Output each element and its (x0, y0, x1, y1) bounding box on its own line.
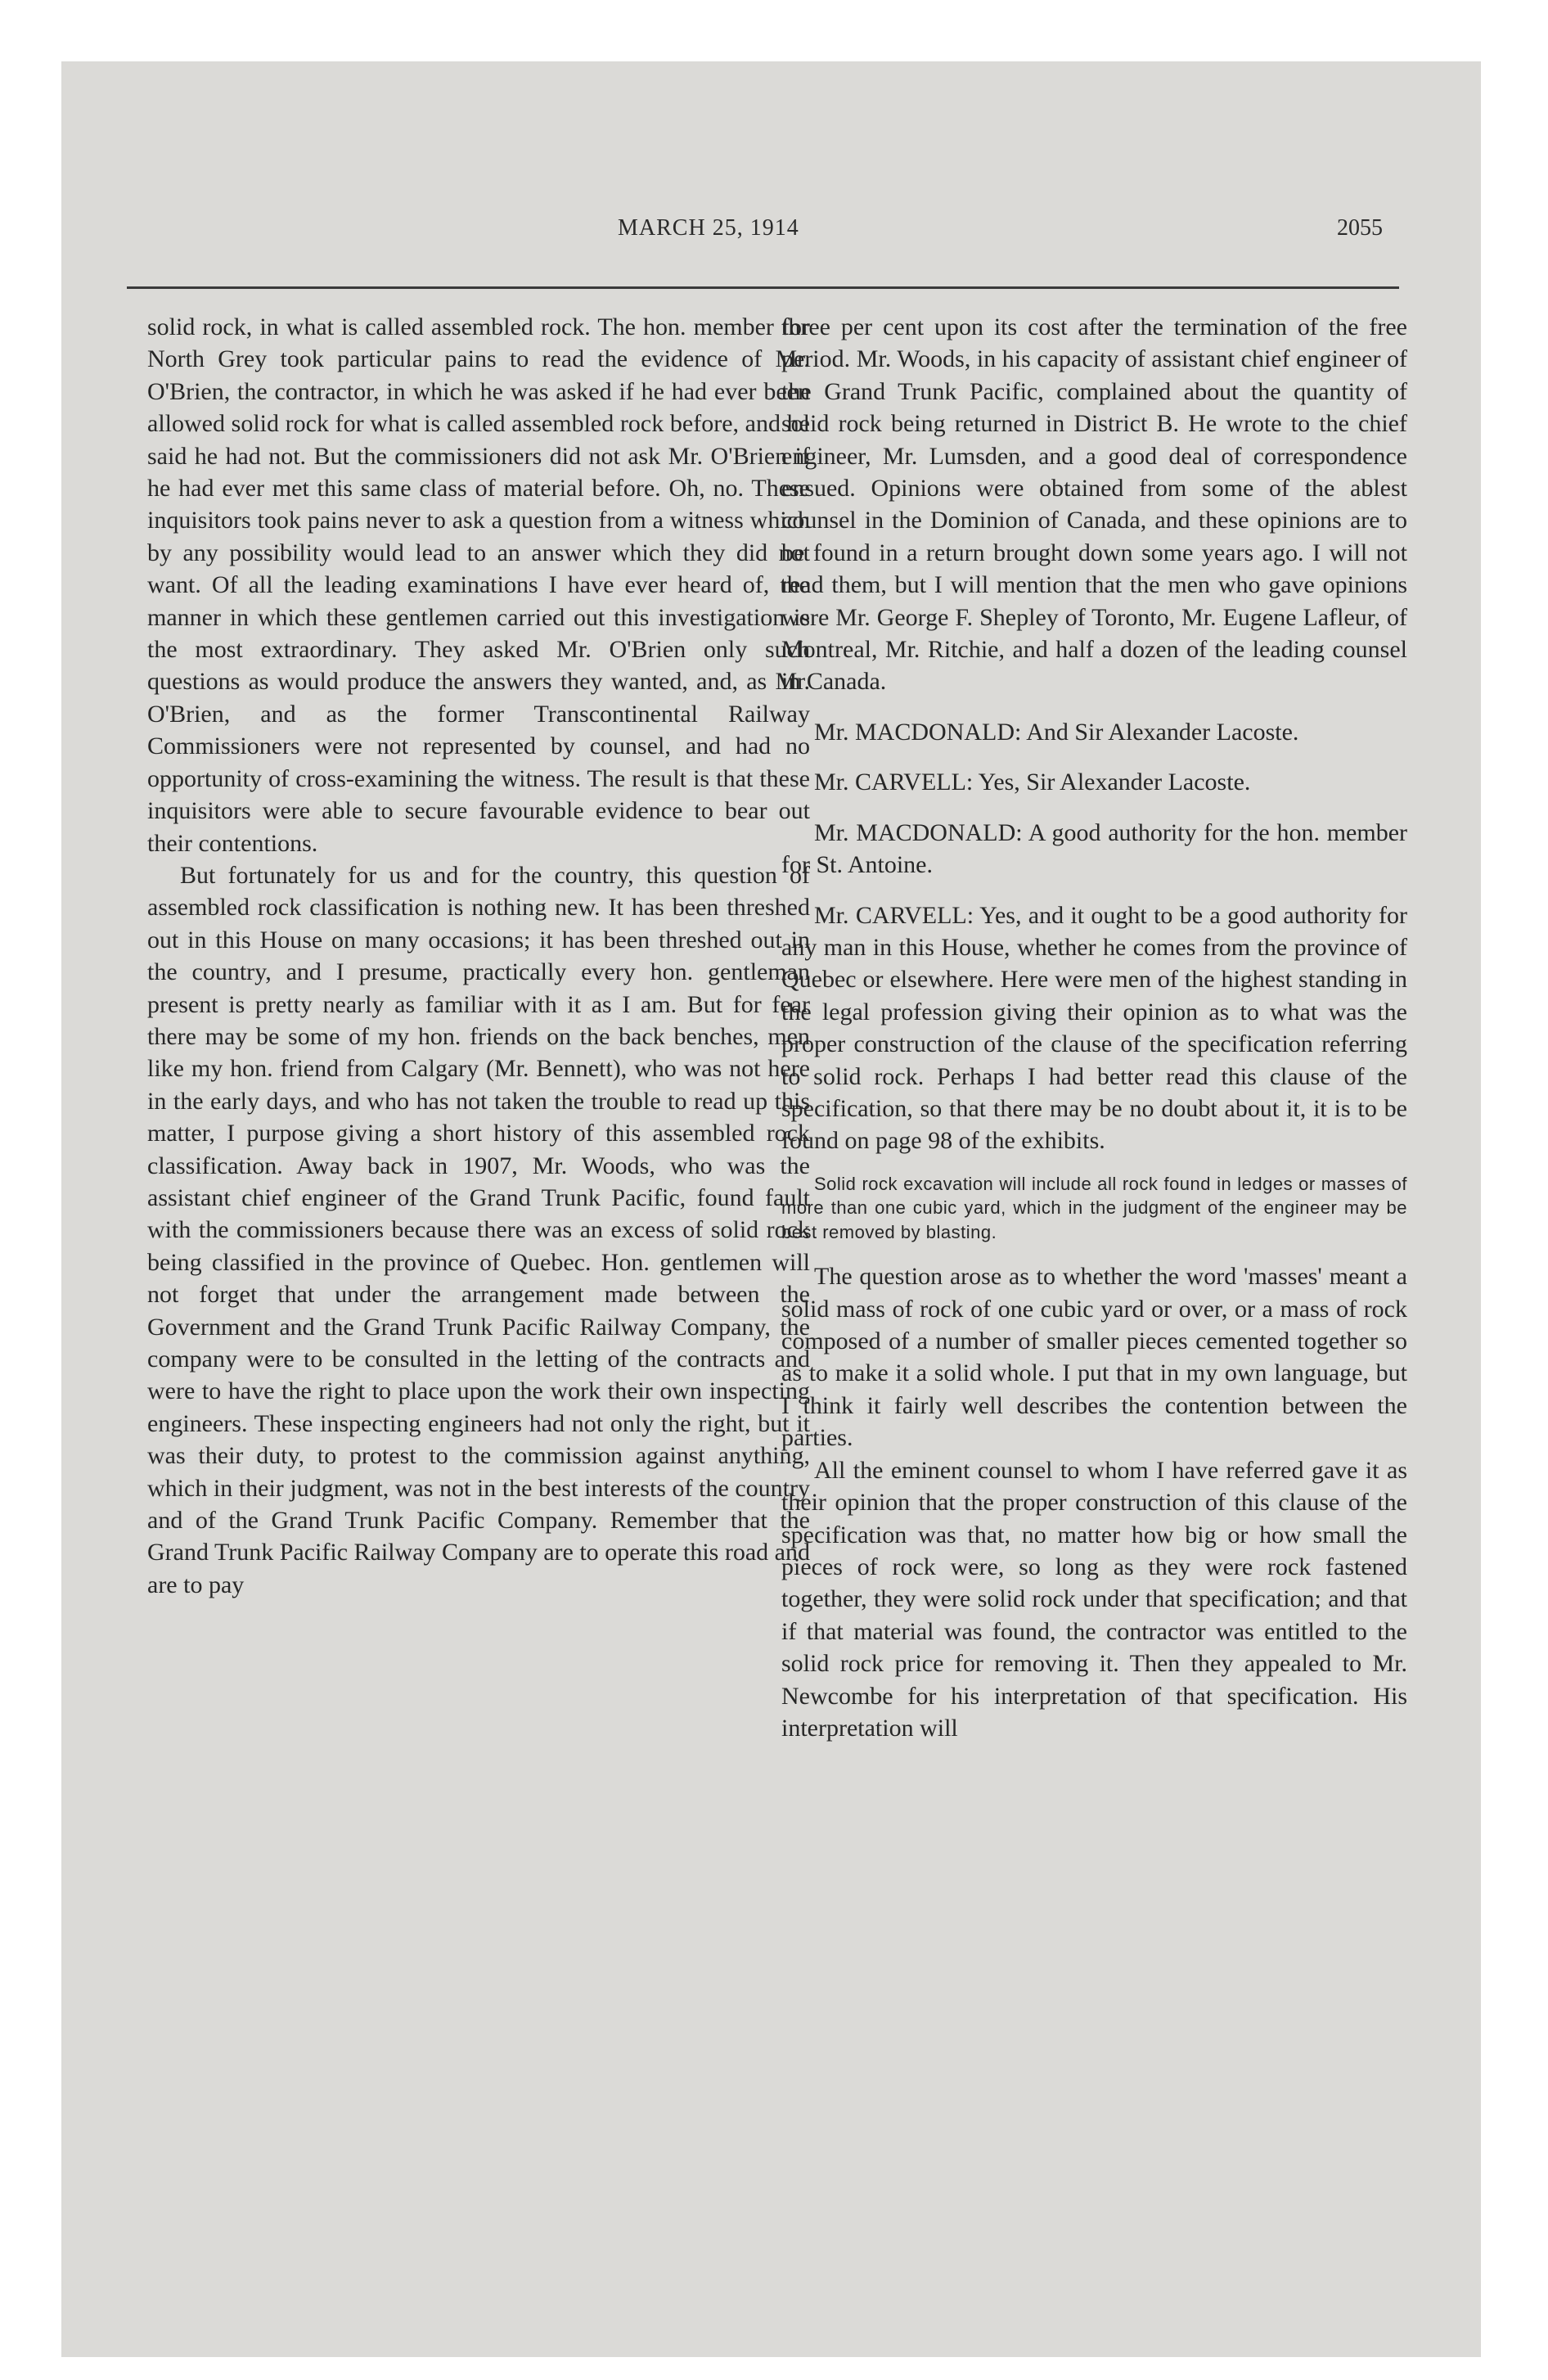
speaker-line: Mr. MACDONALD: And Sir Alexander Lacoste. (814, 718, 1299, 746)
page-number: 2055 (1337, 215, 1383, 241)
speaker-paragraph: Mr. CARVELL: Yes, and it ought to be a good authority for any man in this House, whether he comes from the province of Quebec or elsewhere. Here were men of the highest standing in the legal profession giving their opinion as to what was the proper construction of the clause of the specification referring to solid rock. Perhaps I had better read this clause of the specification, so that there may be no doubt about it, it is to be found on page 98 of the exhibits. (781, 901, 1407, 1155)
paragraph: All the eminent counsel to whom I have referred gave it as their opinion that the proper construction of this clause of the specification was that, no matter how big or how small the pieces of rock were, so long as they were rock fastened together, they were solid rock under that specification; and that if that material was found, the contractor was entitled to the solid rock price for removing it. Then they appealed to Mr. Newcombe for his interpretation of that specification. His interpretation will (781, 1456, 1407, 1742)
quoted-specification: Solid rock excavation will include all rock found in ledges or masses of more than one cubic yard, which in the judgment of the engineer may be best removed by blasting. (781, 1173, 1407, 1242)
paragraph: The question arose as to whether the word 'masses' meant a solid mass of rock of one cubic yard or over, or a mass of rock composed of a number of smaller pieces cemented together so as to make it a solid whole. I put that in my own language, but I think it fairly well describes the contention between the parties. (781, 1263, 1407, 1452)
scanned-page (61, 61, 1481, 2357)
speaker-line: Mr. CARVELL: Yes, Sir Alexander Lacoste. (814, 769, 1251, 796)
page-header (61, 215, 1481, 256)
page-date-title: MARCH 25, 1914 (618, 215, 799, 241)
paragraph: three per cent upon its cost after the termination of the free period. Mr. Woods, in his capacity of assistant chief engineer of the Grand Trunk Pacific, complained about the quantity of solid rock being returned in District B. He wrote to the chief engineer, Mr. Lumsden, and a good deal of correspondence ensued. Opinions were obtained from some of the ablest counsel in the Dominion of Canada, and these opinions are to be found in a return brought down some years ago. I will not read them, but I will mention that the men who gave opinions were Mr. George F. Shepley of Toronto, Mr. Eugene Lafleur, of Montreal, Mr. Ritchie, and half a dozen of the leading counsel in Canada. (781, 313, 1407, 696)
left-column (147, 311, 810, 1601)
paragraph: But fortunately for us and for the country, this question of assembled rock classification is nothing new. It has been threshed out in this House on many occasions; it has been threshed out in the country, and I presume, practically every hon. gentleman present is pretty nearly as familiar with it as I am. But for fear there may be some of my hon. friends on the back benches, men like my hon. friend from Calgary (Mr. Bennett), who was not here in the early days, and who has not taken the trouble to read up this matter, I purpose giving a short history of this assembled rock classification. Away back in 1907, Mr. Woods, who was the assistant chief engineer of the Grand Trunk Pacific, found fault with the commissioners because there was an excess of solid rock being classified in the province of Quebec. Hon. gentlemen will not forget that under the arrangement made between the Government and the Grand Trunk Pacific Railway Company, the company were to be consulted in the letting of the contracts and were to have the right to place upon the work their own inspecting engineers. These inspecting engineers had not only the right, but it was their duty, to protest to the commission against anything, which in their judgment, was not in the best interests of the country and of the Grand Trunk Pacific Company. Remember that the Grand Trunk Pacific Railway Company are to operate this road and are to pay (147, 861, 810, 1598)
header-rule (127, 286, 1399, 289)
right-column (781, 311, 1407, 1744)
paragraph: solid rock, in what is called assembled rock. The hon. member for North Grey took particular pains to read the evidence of Mr. O'Brien, the contractor, in which he was asked if he had ever been allowed solid rock for what is called assembled rock before, and he said he had not. But the commissioners did not ask Mr. O'Brien if he had ever met this same class of material before. Oh, no. These inquisitors took pains never to ask a question from a witness which by any possibility would lead to an answer which they did not want. Of all the leading examinations I have ever heard of, the manner in which these gentlemen carried out this investigation is the most extraordinary. They asked Mr. O'Brien only such questions as would produce the answers they wanted, and, as Mr. O'Brien, and as the former Transcontinental Railway Commissioners were not represented by counsel, and had no opportunity of cross-examining the witness. The result is that these inquisitors were able to secure favourable evidence to bear out their contentions. (147, 313, 810, 857)
speaker-line: Mr. MACDONALD: A good authority for the hon. member for St. Antoine. (781, 818, 1407, 879)
